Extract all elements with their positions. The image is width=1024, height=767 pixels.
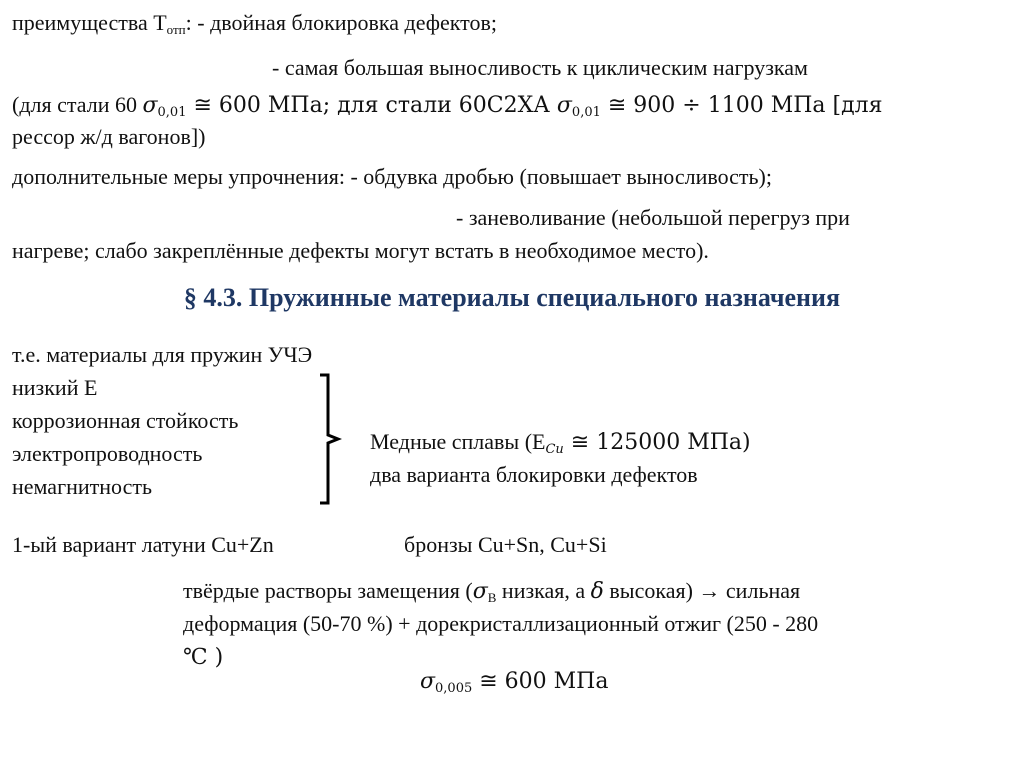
temperature-unit-line <box>183 642 223 673</box>
text-fragment: коррозионная стойкость <box>12 408 239 433</box>
text-fragment: деформация (50-70 %) + дорекристаллизационный отжиг (250 - 280 <box>183 611 819 636</box>
subscript: 0,01 <box>157 105 187 120</box>
text-fragment: ≅ 600 МПа <box>472 669 609 694</box>
section-title: § 4.3. Пружинные материалы специального назначения <box>183 283 841 312</box>
text-fragment: т.е. материалы для пружин УЧЭ <box>12 342 313 367</box>
variant-brass <box>12 530 274 560</box>
text-fragment: немагнитность <box>12 474 152 499</box>
requirements-intro <box>12 340 312 370</box>
sigma-formula <box>420 666 608 697</box>
text-fragment: (для стали 60 <box>12 92 143 117</box>
text-fragment: ℃ ) <box>183 645 224 670</box>
sigma-symbol: σ <box>420 669 436 694</box>
subscript: 0,005 <box>435 681 473 696</box>
text-fragment: ≅ 125000 МПа) <box>563 430 751 455</box>
text-line-springs <box>12 122 206 152</box>
text-fragment: - самая большая выносливость к циклическим нагрузкам <box>272 55 808 80</box>
text-fragment: ≅ 600 МПа; для стали 60С2ХА <box>186 93 557 118</box>
text-fragment: два варианта блокировки дефектов <box>370 462 698 487</box>
deformation-line <box>183 609 818 639</box>
text-line-endurance <box>272 53 808 83</box>
text-line-heating <box>12 236 709 266</box>
requirement-item <box>12 406 238 436</box>
text-line-extra-measures <box>12 162 772 192</box>
text-fragment: низкий Е <box>12 375 98 400</box>
text-line-setting <box>456 203 850 233</box>
text-fragment: дополнительные меры упрочнения: - обдувка дробью (повышает выносливость); <box>12 164 772 189</box>
text-fragment: Медные сплавы (Е <box>370 429 546 454</box>
text-line-steel-values <box>12 90 883 121</box>
text-fragment: 1-ый вариант латуни Cu+Zn <box>12 532 274 557</box>
subscript: отп <box>166 22 186 37</box>
text-fragment: : - двойная блокировка дефектов; <box>185 10 498 35</box>
text-fragment: твёрдые растворы замещения ( <box>183 578 473 603</box>
text-fragment: низкая, а <box>496 578 591 603</box>
text-fragment: рессор ж/д вагонов]) <box>12 124 206 149</box>
text-line-advantages <box>12 8 497 38</box>
requirement-item <box>12 439 202 469</box>
text-fragment: нагреве; слабо закреплённые дефекты могут встать в необходимое место). <box>12 238 709 263</box>
requirement-item <box>12 472 152 502</box>
solid-solutions-line <box>183 576 800 607</box>
sigma-symbol: σ <box>472 579 488 604</box>
copper-variants-line <box>370 460 698 490</box>
requirement-item <box>12 373 97 403</box>
subscript: 0,01 <box>571 105 601 120</box>
subscript: В <box>487 590 497 605</box>
right-brace-icon <box>318 372 342 506</box>
variant-bronze <box>404 530 607 560</box>
text-fragment: бронзы Cu+Sn, Cu+Si <box>404 532 607 557</box>
text-fragment: - заневоливание (небольшой перегруз при <box>456 205 850 230</box>
sigma-symbol: σ <box>142 93 158 118</box>
subscript: Cu <box>545 442 564 457</box>
text-fragment: электропроводность <box>12 441 203 466</box>
text-fragment: высокая) → сильная <box>603 578 801 603</box>
text-fragment: преимущества Т <box>12 10 167 35</box>
sigma-symbol: σ <box>556 93 572 118</box>
copper-alloys-line <box>370 427 751 458</box>
delta-symbol: δ <box>590 579 604 604</box>
text-fragment: ≅ 900 ÷ 1100 МПа [для <box>600 93 883 118</box>
